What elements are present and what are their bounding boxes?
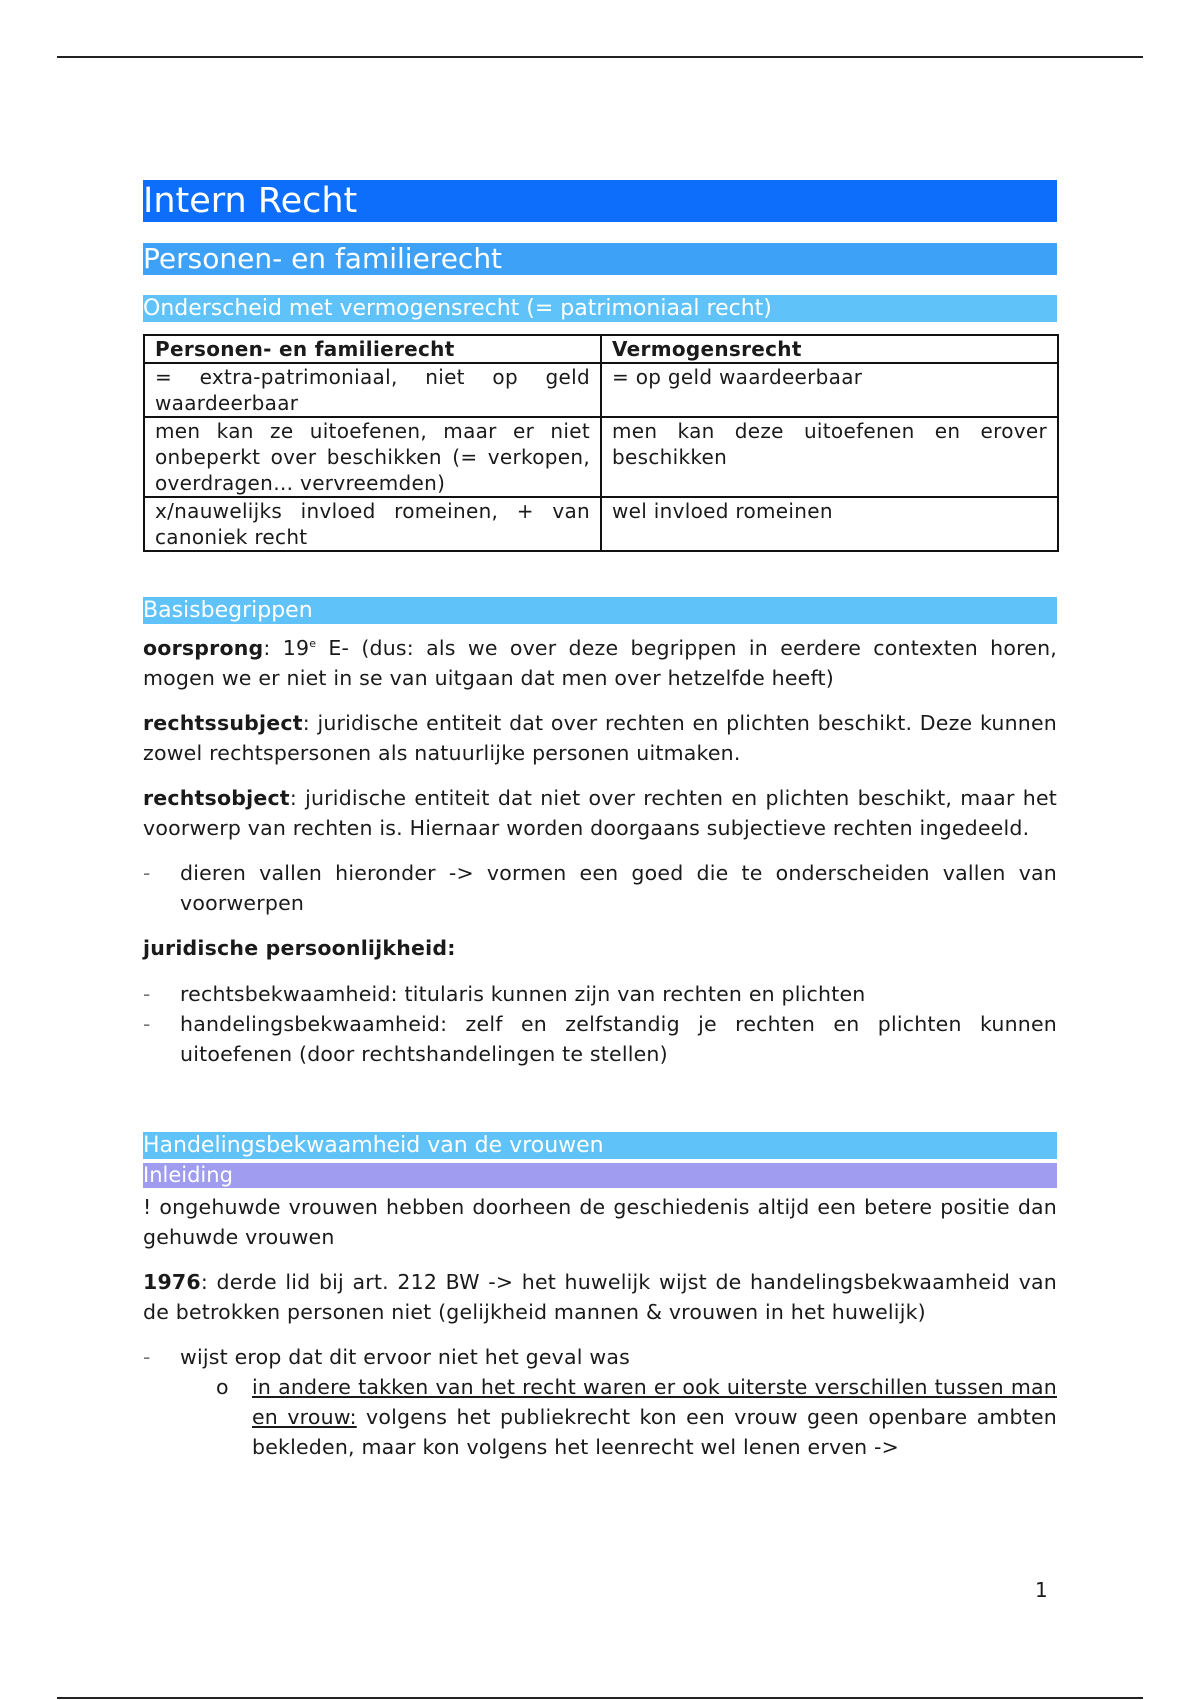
underlined-text: in andere takken van het recht waren er ook uiterste verschillen tussen man en vrouw: — [252, 1375, 1057, 1429]
list-item: - handelingsbekwaamheid: zelf en zelfstandig je rechten en plichten kunnen uitoefenen (door rechtshandelingen te stellen) — [143, 1009, 1057, 1069]
heading-onderscheid: Onderscheid met vermogensrecht (= patrimoniaal recht) — [143, 295, 1057, 322]
oorsprong-prefix: : 19 — [263, 636, 310, 660]
heading-intern-recht: Intern Recht — [143, 180, 1057, 222]
table-cell: = op geld waardeerbaar — [601, 363, 1058, 417]
inleiding-list — [143, 1342, 1057, 1462]
heading-handelingsbekwaamheid: Handelingsbekwaamheid van de vrouwen — [143, 1132, 1057, 1159]
table-cell: = extra-patrimoniaal, niet op geld waardeerbaar — [144, 363, 601, 417]
table-cell: x/nauwelijks invloed romeinen, + van canoniek recht — [144, 497, 601, 551]
heading-personen-familierecht: Personen- en familierecht — [143, 243, 1057, 275]
list-item-text: wijst erop dat dit ervoor niet het geval was — [180, 1345, 631, 1369]
term-rechtssubject: rechtssubject — [143, 711, 303, 735]
table-header-cell: Personen- en familierecht — [144, 335, 601, 363]
year-1976: 1976 — [143, 1270, 201, 1294]
table-cell: men kan deze uitoefenen en erover beschikken — [601, 417, 1058, 497]
rechtsobject-text: : juridische entiteit dat niet over rechten en plichten beschikt, maar het voorwerp van rechten is. Hiernaar worden doorgaans subjectieve rechten ingedeeld. — [143, 786, 1057, 840]
term-rechtsobject: rechtsobject — [143, 786, 290, 810]
paragraph-intro: ! ongehuwde vrouwen hebben doorheen de geschiedenis altijd een betere positie dan gehuwde vrouwen — [143, 1195, 1057, 1249]
list-item: - dieren vallen hieronder -> vormen een goed die te onderscheiden vallen van voorwerpen — [143, 858, 1057, 918]
paragraph-1976 — [143, 1267, 1057, 1327]
rechtssubject-text: : juridische entiteit dat over rechten en plichten beschikt. Deze kunnen zowel rechtspersonen als natuurlijke personen uitmaken. — [143, 711, 1057, 765]
table-row — [144, 363, 1058, 417]
sub-list-item — [180, 1372, 1057, 1462]
header-rule — [57, 56, 1143, 58]
paragraph-persoonlijkheid — [143, 933, 1057, 963]
table-cell: wel invloed romeinen — [601, 497, 1058, 551]
paragraph-oorsprong — [143, 633, 1057, 693]
sub-list — [180, 1372, 1057, 1462]
heading-inleiding: Inleiding — [143, 1163, 1057, 1188]
list-item: - rechtsbekwaamheid: titularis kunnen zijn van rechten en plichten — [143, 979, 1057, 1009]
table-row — [144, 497, 1058, 551]
paragraph-rechtssubject — [143, 708, 1057, 768]
table-header-cell: Vermogensrecht — [601, 335, 1058, 363]
table-cell: men kan ze uitoefenen, maar er niet onbeperkt over beschikken (= verkopen, overdragen… vervreemden) — [144, 417, 601, 497]
page-number: 1 — [1035, 1578, 1048, 1602]
paragraph-rechtsobject — [143, 783, 1057, 843]
table-row — [144, 417, 1058, 497]
year-text: : derde lid bij art. 212 BW -> het huwelijk wijst de handelingsbekwaamheid van de betrokken personen niet (gelijkheid mannen & vrouwen in het huwelijk) — [143, 1270, 1057, 1324]
term-persoonlijkheid: juridische persoonlijkheid: — [143, 936, 456, 960]
superscript: e — [309, 637, 317, 651]
table-header-row — [144, 335, 1058, 363]
term-oorsprong: oorsprong — [143, 636, 264, 660]
sub-list-text: volgens het publiekrecht kon een vrouw geen openbare ambten bekleden, maar kon volgens het leenrecht wel lenen erven -> — [252, 1405, 1057, 1459]
footer-rule — [57, 1697, 1143, 1699]
oorsprong-text: E- (dus: als we over deze begrippen in eerdere contexten horen, mogen we er niet in se van uitgaan dat men over hetzelfde heeft) — [143, 636, 1057, 690]
heading-basisbegrippen: Basisbegrippen — [143, 597, 1057, 624]
list-item — [143, 1342, 1057, 1462]
page-body — [143, 180, 1057, 1462]
rechtsobject-list — [143, 858, 1057, 918]
comparison-table — [143, 334, 1059, 552]
persoonlijkheid-list — [143, 979, 1057, 1069]
